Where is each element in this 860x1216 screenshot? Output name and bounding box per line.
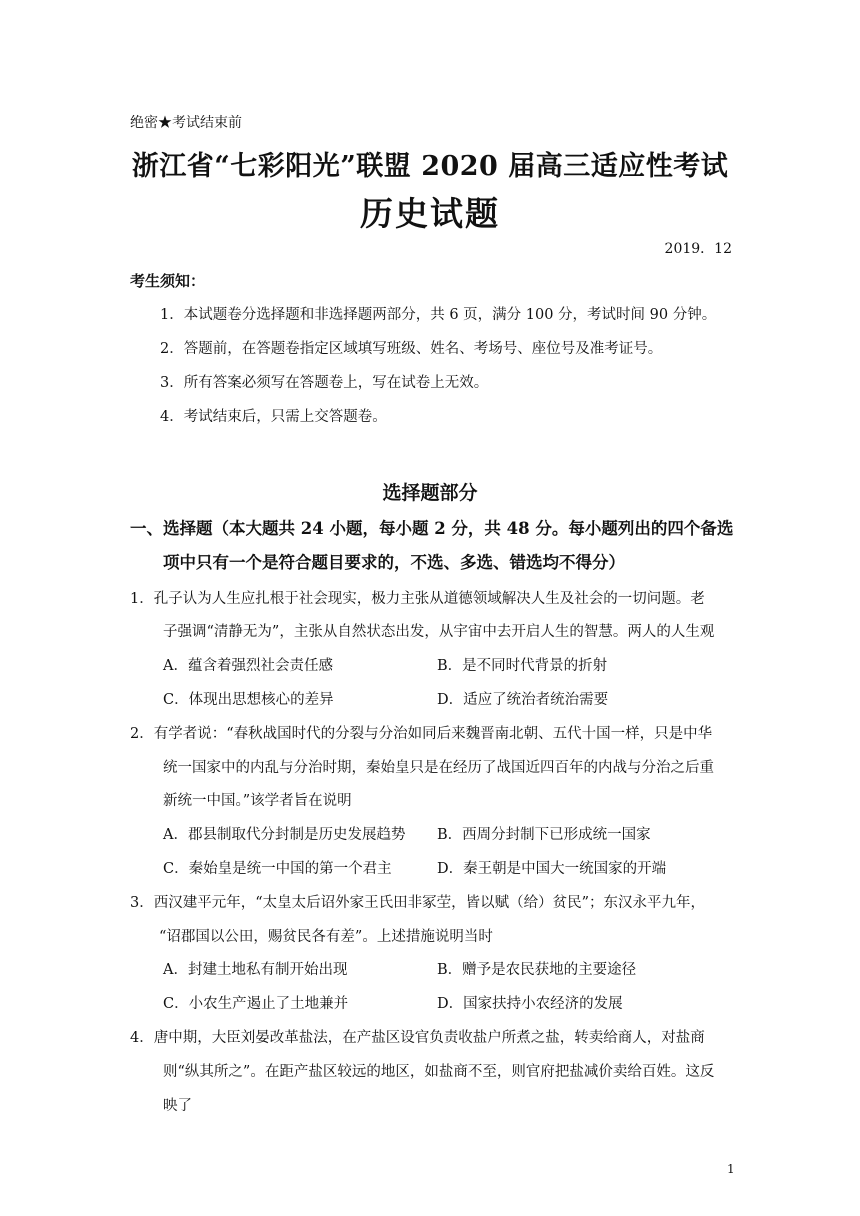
option-c: C．小农生产遏止了土地兼并: [163, 996, 349, 1012]
option-d: D．秦王朝是中国大一统国家的开端: [437, 861, 667, 877]
part-heading: 项中只有一个是符合题目要求的，不选、多选、错选均不得分）: [163, 553, 625, 572]
option-d: D．国家扶持小农经济的发展: [437, 996, 623, 1012]
question-text: 则“纵其所之”。在距产盐区较远的地区，如盐商不至，则官府把盐减价卖给百姓。这反: [163, 1064, 715, 1080]
option-b: B．西周分封制下已形成统一国家: [437, 827, 651, 843]
option-a: A．封建土地私有制开始出现: [163, 962, 348, 978]
option-a: A．郡县制取代分封制是历史发展趋势: [163, 827, 406, 843]
question-text: 映了: [163, 1098, 192, 1114]
option-d: D．适应了统治者统治需要: [437, 692, 609, 708]
question-text: 子强调“清静无为”，主张从自然状态出发，从宇宙中去开启人生的智慧。两人的人生观: [163, 624, 715, 640]
question-text: 1．孔子认为人生应扎根于社会现实，极力主张从道德领域解决人生及社会的一切问题。老: [130, 591, 705, 607]
question-text: 4．唐中期，大臣刘晏改革盐法，在产盐区设官负责收盐户所煮之盐，转卖给商人，对盐商: [130, 1030, 705, 1046]
option-c: C．体现出思想核心的差异: [163, 692, 334, 708]
option-a: A．蕴含着强烈社会责任感: [163, 658, 333, 674]
confidential-label: 绝密★考试结束前: [130, 115, 242, 131]
question-text: 新统一中国。”该学者旨在说明: [163, 793, 352, 809]
exam-date: 2019．12: [664, 241, 732, 257]
notice-item: 1．本试题卷分选择题和非选择题两部分，共 6 页，满分 100 分，考试时间 90 分钟。: [160, 307, 717, 323]
exam-subtitle: 历史试题: [360, 194, 500, 233]
notice-item: 4．考试结束后，只需上交答题卷。: [160, 409, 387, 425]
question-text: 统一国家中的内乱与分治时期，秦始皇只是在经历了战国近四百年的内战与分治之后重: [163, 760, 714, 776]
part-heading: 一、选择题（本大题共 24 小题，每小题 2 分，共 48 分。每小题列出的四个备选: [130, 519, 734, 538]
option-c: C．秦始皇是统一中国的第一个君主: [163, 861, 392, 877]
page-number: 1: [727, 1162, 735, 1176]
section-title: 选择题部分: [382, 482, 478, 504]
question-text: 2．有学者说：“春秋战国时代的分裂与分治如同后来魏晋南北朝、五代十国一样，只是中华: [130, 726, 713, 742]
question-text: “诏郡国以公田，赐贫民各有差”。上述措施说明当时: [159, 929, 493, 945]
notice-heading: 考生须知：: [130, 272, 206, 290]
notice-item: 3．所有答案必须写在答题卷上，写在试卷上无效。: [160, 375, 489, 391]
option-b: B．赠予是农民获地的主要途径: [437, 962, 637, 978]
notice-item: 2．答题前，在答题卷指定区域填写班级、姓名、考场号、座位号及准考证号。: [160, 341, 663, 357]
option-b: B．是不同时代背景的折射: [437, 658, 608, 674]
exam-title: 浙江省“七彩阳光”联盟 2020 届高三适应性考试: [131, 151, 729, 182]
question-text: 3．西汉建平元年，“太皇太后诏外家王氏田非冢茔，皆以赋（给）贫民”；东汉永平九年，: [130, 895, 706, 911]
